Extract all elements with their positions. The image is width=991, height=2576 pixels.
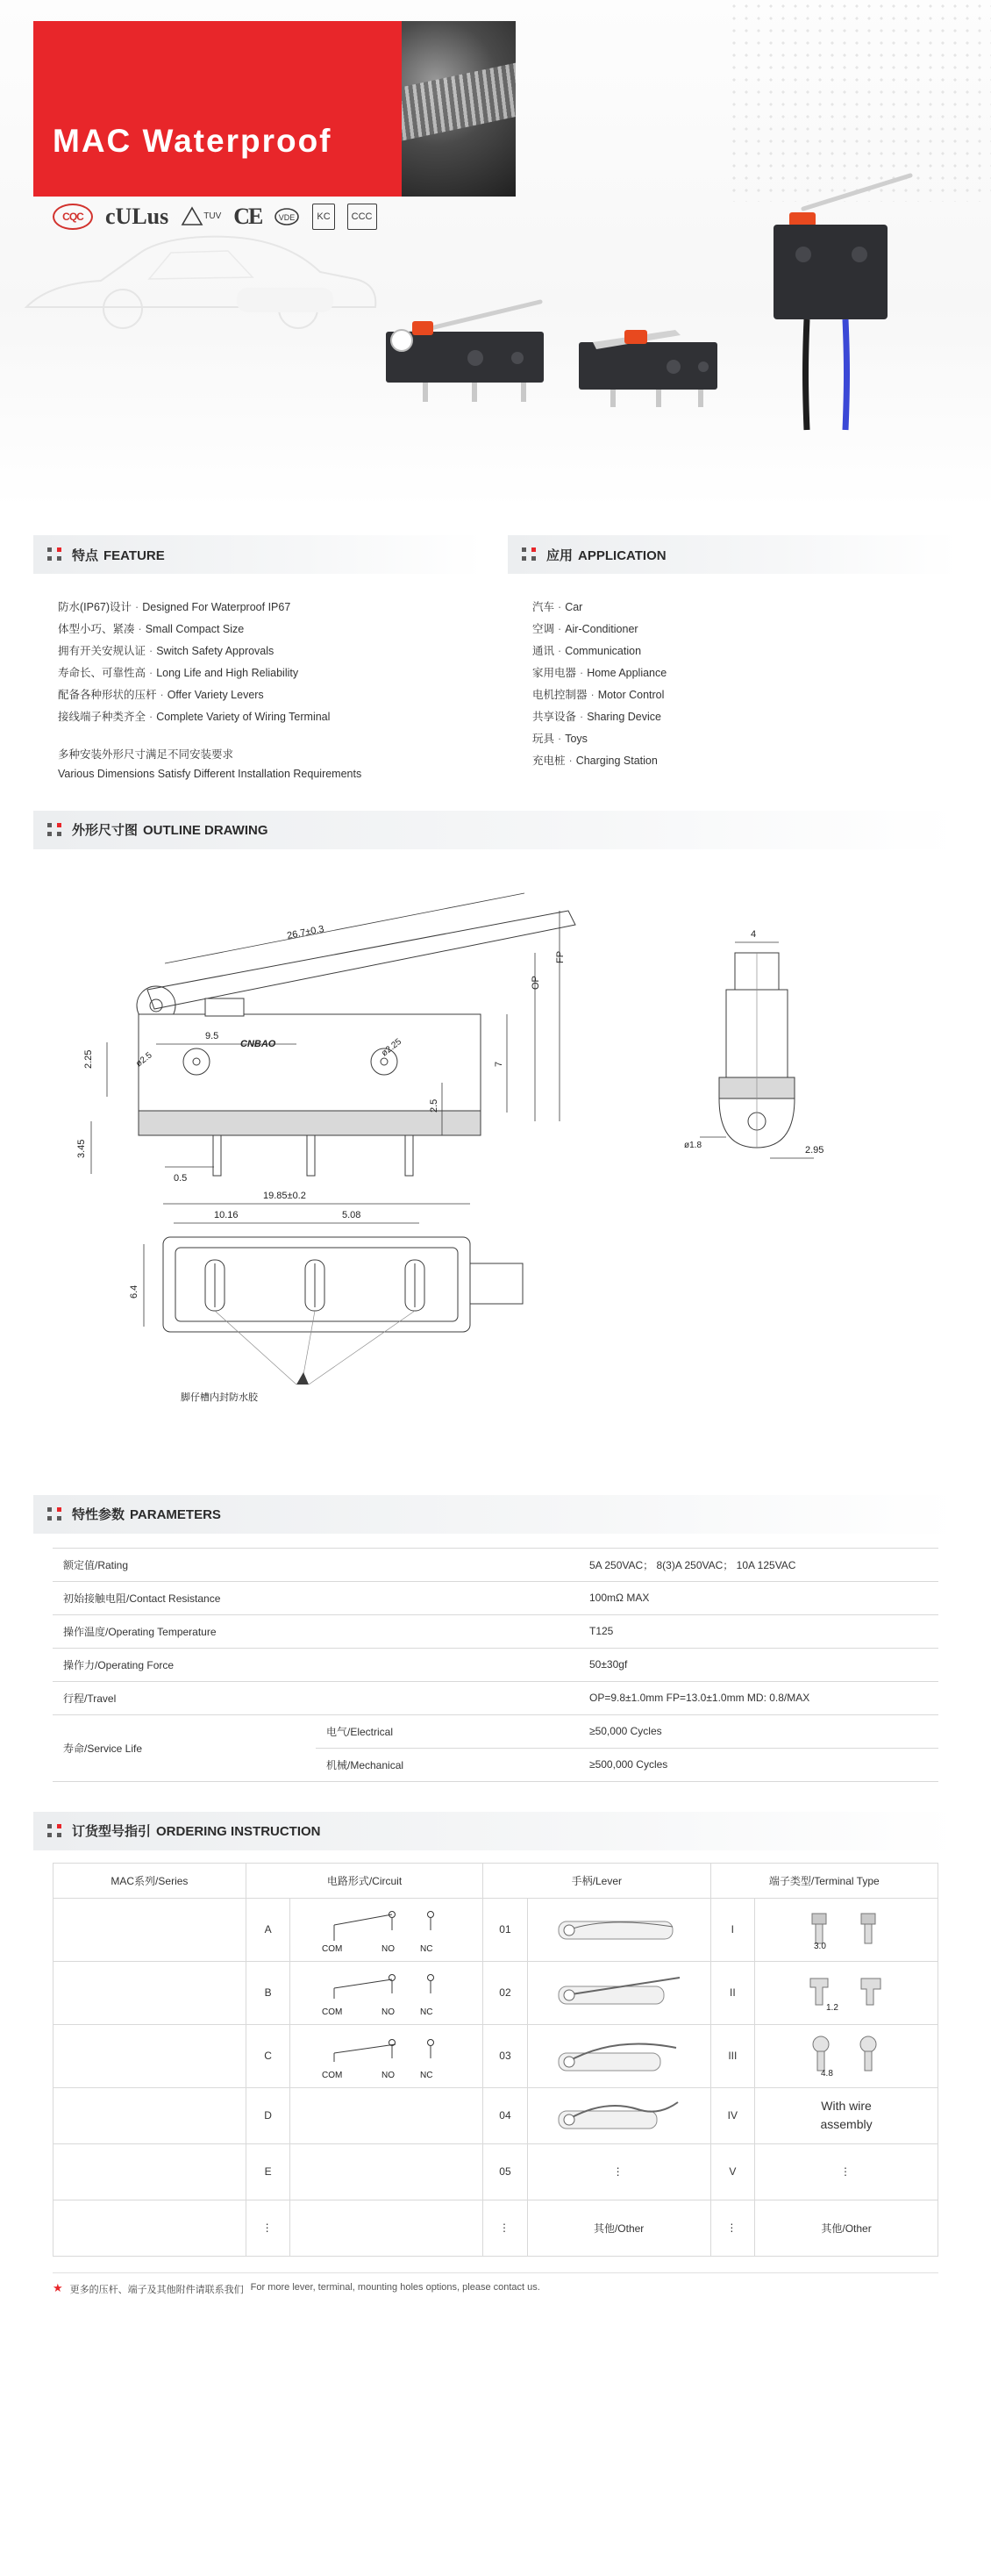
bottom-view <box>163 1237 523 1403</box>
param-value: 5A 250VAC； 8(3)A 250VAC； 10A 125VAC <box>579 1548 938 1581</box>
lever-code: 01 <box>483 1898 528 1961</box>
col-terminal: 端子类型/Terminal Type <box>710 1863 938 1898</box>
svg-text:OP: OP <box>531 975 541 990</box>
section-header-parameters <box>33 1495 958 1534</box>
table-row <box>53 1681 938 1714</box>
svg-text:NC: NC <box>419 2007 433 2016</box>
terminal-code: III <box>710 2024 755 2087</box>
circuit-diagram <box>290 1961 483 2024</box>
svg-text:5.08: 5.08 <box>342 1209 361 1220</box>
cert-ccc: CCC <box>347 204 377 230</box>
param-label: 操作力/Operating Force <box>53 1648 579 1681</box>
terminal-wire-line1: With wire <box>821 2099 872 2114</box>
svg-text:7: 7 <box>494 1061 504 1067</box>
circuit-diagram <box>290 1898 483 1961</box>
svg-text:ø2.25: ø2.25 <box>380 1036 404 1059</box>
table-row <box>53 1548 938 1581</box>
table-row <box>53 1961 938 2024</box>
product-photo-long-lever <box>377 290 553 412</box>
application-item: 家用电器 · Home Appliance <box>532 667 667 679</box>
terminal-wire-line2: assembly <box>820 2117 873 2132</box>
param-label: 操作温度/Operating Temperature <box>53 1614 579 1648</box>
feature-list <box>33 574 483 737</box>
section-header-outline <box>33 811 958 849</box>
application-item: 空调 · Air-Conditioner <box>532 623 638 635</box>
svg-text:3.45: 3.45 <box>76 1139 87 1158</box>
section-header-feature <box>33 535 483 574</box>
table-row <box>53 2087 938 2143</box>
svg-text:NO: NO <box>381 2007 395 2016</box>
cert-ce: CE <box>233 204 262 229</box>
section-header-ordering <box>33 1812 958 1850</box>
svg-text:10.16: 10.16 <box>214 1209 239 1220</box>
svg-text:NC: NC <box>419 2070 433 2079</box>
application-item: 玩具 · Toys <box>532 733 588 745</box>
terminal-note-2: 4.8 <box>821 2068 833 2078</box>
hero-product-photo <box>402 21 516 197</box>
svg-text:26.7±0.3: 26.7±0.3 <box>286 923 325 941</box>
series-cell <box>53 2143 246 2200</box>
terminal-diagram <box>755 1961 938 2024</box>
application-item: 通讯 · Communication <box>532 645 642 657</box>
brand-label: CNBAO <box>240 1038 276 1049</box>
param-value: 100mΩ MAX <box>579 1581 938 1614</box>
param-value: T125 <box>579 1614 938 1648</box>
svg-text:COM: COM <box>321 2007 343 2016</box>
service-life-sub-label: 电气/Electrical <box>316 1714 579 1748</box>
terminal-note-0: 3.0 <box>814 1941 826 1950</box>
ordering-table <box>53 1863 938 2257</box>
terminal-ellipsis: ⋮ <box>755 2143 938 2200</box>
svg-text:0.5: 0.5 <box>174 1172 188 1184</box>
svg-text:NO: NO <box>381 2070 395 2079</box>
svg-text:ø1.8: ø1.8 <box>684 1140 702 1150</box>
terminal-code: II <box>710 1961 755 2024</box>
section-header-application <box>508 535 958 574</box>
product-photo-short-lever <box>570 307 728 421</box>
series-cell <box>53 1898 246 1961</box>
parameters-title-cn: 特性参数 <box>72 1507 125 1523</box>
feature-note-en: Various Dimensions Satisfy Different Installation Requirements <box>58 767 362 780</box>
lever-diagram <box>527 2024 710 2087</box>
title-red-block <box>33 21 402 197</box>
circuit-diagram <box>290 2087 483 2143</box>
circuit-diagram <box>290 2143 483 2200</box>
page-title: MAC Waterproof <box>53 123 332 159</box>
table-row <box>53 1648 938 1681</box>
terminal-diagram <box>755 2024 938 2087</box>
service-life-sub-label: 机械/Mechanical <box>316 1748 579 1781</box>
col-circuit: 电路形式/Circuit <box>246 1863 482 1898</box>
terminal-diagram <box>755 1898 938 1961</box>
feature-item: 体型小巧、紧凑 · Small Compact Size <box>58 623 245 635</box>
lever-diagram <box>527 1961 710 2024</box>
feature-item: 拥有开关安规认证 · Switch Safety Approvals <box>58 645 274 657</box>
circuit-diagram <box>290 2200 483 2256</box>
table-row <box>53 2200 938 2256</box>
section-bullet-icon <box>522 547 538 562</box>
circuit-code: ⋮ <box>246 2200 290 2256</box>
feature-note-cn: 多种安装外形尺寸满足不同安装要求 <box>58 748 234 761</box>
circuit-code: E <box>246 2143 290 2200</box>
service-life-label: 寿命/Service Life <box>53 1714 316 1781</box>
footnote-cn: 更多的压杆、端子及其他附件请联系我们 <box>69 2284 244 2295</box>
product-photo-wire-type <box>754 167 930 456</box>
lever-diagram <box>527 1898 710 1961</box>
cert-ul: cULus <box>105 204 169 229</box>
cert-cqc: CQC <box>53 204 93 230</box>
circuit-diagram <box>290 2024 483 2087</box>
svg-text:ø2.5: ø2.5 <box>134 1050 154 1070</box>
feature-title-en: FEATURE <box>103 547 165 563</box>
application-title-cn: 应用 <box>546 547 574 563</box>
series-cell <box>53 2024 246 2087</box>
circuit-code: A <box>246 1898 290 1961</box>
parameters-table <box>53 1548 938 1782</box>
hero-banner <box>0 0 991 509</box>
lever-code: 04 <box>483 2087 528 2143</box>
cert-kc: KC <box>312 204 334 230</box>
ordering-title-en: ORDERING INSTRUCTION <box>156 1824 321 1840</box>
svg-text:4: 4 <box>751 928 757 940</box>
service-life-value: ≥50,000 Cycles <box>579 1714 938 1748</box>
series-cell <box>53 2200 246 2256</box>
side-view <box>684 929 823 1158</box>
lever-ellipsis: ⋮ <box>527 2143 710 2200</box>
param-label: 初始接触电阻/Contact Resistance <box>53 1581 579 1614</box>
terminal-code: I <box>710 1898 755 1961</box>
feature-title-cn: 特点 <box>72 547 99 563</box>
cert-vde <box>274 204 300 230</box>
outline-title-en: OUTLINE DRAWING <box>143 823 268 839</box>
svg-text:6.4: 6.4 <box>129 1284 139 1299</box>
section-bullet-icon <box>47 823 63 837</box>
application-item: 汽车 · Car <box>532 601 583 613</box>
col-series: MAC系列/Series <box>53 1863 246 1898</box>
lever-code: ⋮ <box>483 2200 528 2256</box>
table-row <box>53 1898 938 1961</box>
application-item: 电机控制器 · Motor Control <box>532 689 665 701</box>
footnote <box>53 2272 938 2322</box>
section-bullet-icon <box>47 1507 63 1521</box>
svg-text:2.5: 2.5 <box>429 1098 439 1113</box>
table-row <box>53 2143 938 2200</box>
terminal-code: V <box>710 2143 755 2200</box>
certification-logos <box>53 204 377 230</box>
lever-diagram <box>527 2087 710 2143</box>
lever-code: 03 <box>483 2024 528 2087</box>
seal-note: 脚仔槽内封防水胶 <box>181 1392 258 1403</box>
outline-drawing <box>33 858 958 1490</box>
cert-tuv: TUV <box>181 204 221 230</box>
star-icon: ★ <box>53 2280 63 2294</box>
table-header-row <box>53 1863 938 1898</box>
circuit-code: C <box>246 2024 290 2087</box>
circuit-code: B <box>246 1961 290 2024</box>
terminal-code: ⋮ <box>710 2200 755 2256</box>
parameters-title-en: PARAMETERS <box>130 1507 221 1523</box>
terminal-note-1: 1.2 <box>826 2002 838 2013</box>
circuit-code: D <box>246 2087 290 2143</box>
outline-title-cn: 外形尺寸图 <box>72 823 139 839</box>
svg-text:9.5: 9.5 <box>205 1030 219 1041</box>
application-title-en: APPLICATION <box>578 547 667 563</box>
feature-item: 配备各种形状的压杆 · Offer Variety Levers <box>58 689 264 701</box>
table-row <box>53 1714 938 1748</box>
application-list <box>508 574 958 781</box>
param-label: 额定值/Rating <box>53 1548 579 1581</box>
ordering-title-cn: 订货型号指引 <box>72 1824 152 1840</box>
svg-text:NO: NO <box>381 1943 395 1953</box>
lever-other-label: 其他/Other <box>527 2200 710 2256</box>
front-view <box>137 911 575 1176</box>
svg-text:COM: COM <box>321 2070 343 2079</box>
param-label: 行程/Travel <box>53 1681 579 1714</box>
lever-code: 05 <box>483 2143 528 2200</box>
terminal-other-label: 其他/Other <box>755 2200 938 2256</box>
feature-item: 寿命长、可靠性高 · Long Life and High Reliability <box>58 667 299 679</box>
table-row <box>53 2024 938 2087</box>
lever-code: 02 <box>483 1961 528 2024</box>
feature-item: 接线端子种类齐全 · Complete Variety of Wiring Terminal <box>58 711 331 723</box>
terminal-wire-text <box>755 2087 938 2143</box>
footnote-en: For more lever, terminal, mounting holes options, please contact us. <box>250 2281 540 2293</box>
service-life-value: ≥500,000 Cycles <box>579 1748 938 1781</box>
application-item: 充电桩 · Charging Station <box>532 755 658 767</box>
col-lever: 手柄/Lever <box>483 1863 710 1898</box>
svg-text:NC: NC <box>419 1943 433 1953</box>
svg-text:FP: FP <box>555 950 566 963</box>
param-value: OP=9.8±1.0mm FP=13.0±1.0mm MD: 0.8/MAX <box>579 1681 938 1714</box>
svg-text:VDE: VDE <box>279 213 296 222</box>
param-value: 50±30gf <box>579 1648 938 1681</box>
svg-text:19.85±0.2: 19.85±0.2 <box>263 1190 306 1201</box>
section-bullet-icon <box>47 547 63 562</box>
table-row <box>53 1614 938 1648</box>
svg-text:2.95: 2.95 <box>805 1144 824 1156</box>
feature-note <box>33 737 483 784</box>
section-bullet-icon <box>47 1824 63 1838</box>
svg-text:COM: COM <box>321 1943 343 1953</box>
series-cell <box>53 1961 246 2024</box>
svg-text:2.25: 2.25 <box>83 1049 94 1069</box>
feature-item: 防水(IP67)设计 · Designed For Waterproof IP67 <box>58 601 291 613</box>
terminal-code: IV <box>710 2087 755 2143</box>
series-cell <box>53 2087 246 2143</box>
table-row <box>53 1581 938 1614</box>
application-item: 共享设备 · Sharing Device <box>532 711 661 723</box>
